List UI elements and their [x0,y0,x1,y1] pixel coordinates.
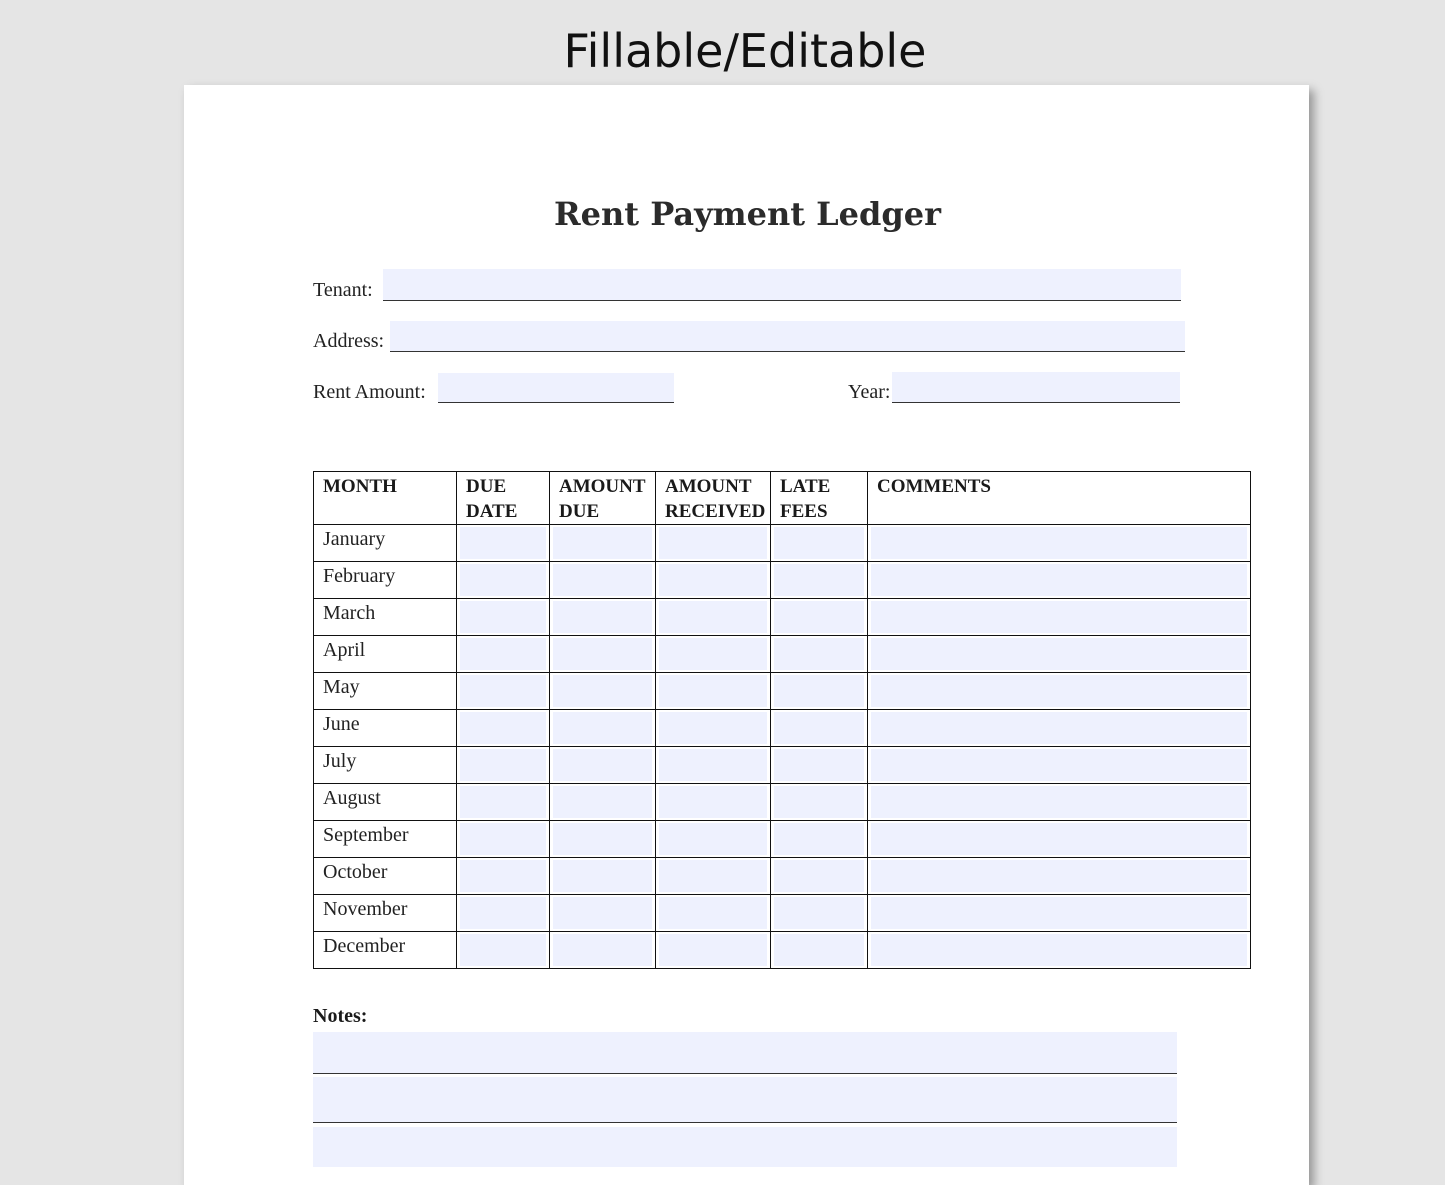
due-date-input[interactable] [460,564,546,596]
month-cell: December [314,932,457,969]
month-cell: November [314,895,457,932]
amount-received-cell[interactable] [656,895,771,932]
amount-received-cell[interactable] [656,525,771,562]
due-date-cell[interactable] [457,710,550,747]
rent-amount-label: Rent Amount: [313,381,426,403]
comments-input[interactable] [871,897,1247,929]
amount-due-cell[interactable] [550,932,656,969]
late-fees-input[interactable] [774,860,864,892]
amount-due-input[interactable] [553,527,652,559]
comments-cell[interactable] [868,525,1251,562]
notes-line-3[interactable] [313,1127,1177,1167]
amount-received-input[interactable] [659,786,767,818]
comments-input[interactable] [871,749,1247,781]
comments-input[interactable] [871,601,1247,633]
rent-amount-field[interactable] [438,373,674,403]
comments-cell[interactable] [868,562,1251,599]
comments-cell[interactable] [868,858,1251,895]
comments-cell[interactable] [868,710,1251,747]
amount-due-input[interactable] [553,934,652,966]
month-cell: August [314,784,457,821]
amount-received-cell[interactable] [656,636,771,673]
header-due-date: DUE DATE [457,472,550,525]
late-fees-cell[interactable] [771,673,868,710]
amount-received-input[interactable] [659,897,767,929]
amount-received-input[interactable] [659,638,767,670]
late-fees-cell[interactable] [771,710,868,747]
ledger-row-september [314,821,1251,858]
comments-cell[interactable] [868,895,1251,932]
late-fees-cell[interactable] [771,599,868,636]
notes-label: Notes: [313,1005,368,1027]
comments-cell[interactable] [868,784,1251,821]
amount-received-input[interactable] [659,564,767,596]
month-cell: May [314,673,457,710]
due-date-cell[interactable] [457,932,550,969]
amount-due-cell[interactable] [550,747,656,784]
late-fees-input[interactable] [774,601,864,633]
month-cell: January [314,525,457,562]
amount-due-cell[interactable] [550,895,656,932]
comments-input[interactable] [871,860,1247,892]
amount-due-cell[interactable] [550,673,656,710]
header-amount-received: AMOUNT RECEIVED [656,472,771,525]
comments-cell[interactable] [868,673,1251,710]
amount-due-cell[interactable] [550,821,656,858]
comments-cell[interactable] [868,747,1251,784]
amount-due-input[interactable] [553,823,652,855]
comments-cell[interactable] [868,821,1251,858]
comments-input[interactable] [871,823,1247,855]
amount-received-cell[interactable] [656,673,771,710]
amount-due-input[interactable] [553,564,652,596]
due-date-input[interactable] [460,749,546,781]
due-date-input[interactable] [460,786,546,818]
due-date-cell[interactable] [457,858,550,895]
amount-received-input[interactable] [659,527,767,559]
late-fees-cell[interactable] [771,821,868,858]
ledger-row-february [314,562,1251,599]
amount-received-cell[interactable] [656,562,771,599]
year-field[interactable] [892,372,1180,403]
comments-cell[interactable] [868,636,1251,673]
late-fees-input[interactable] [774,675,864,707]
amount-due-cell[interactable] [550,599,656,636]
late-fees-input[interactable] [774,638,864,670]
amount-due-input[interactable] [553,749,652,781]
late-fees-cell[interactable] [771,636,868,673]
form-title: Rent Payment Ledger [554,195,941,233]
month-cell: March [314,599,457,636]
amount-due-input[interactable] [553,897,652,929]
late-fees-cell[interactable] [771,525,868,562]
late-fees-input[interactable] [774,564,864,596]
amount-due-input[interactable] [553,638,652,670]
due-date-cell[interactable] [457,673,550,710]
amount-received-cell[interactable] [656,747,771,784]
amount-received-cell[interactable] [656,599,771,636]
due-date-input[interactable] [460,934,546,966]
due-date-input[interactable] [460,638,546,670]
amount-received-input[interactable] [659,823,767,855]
late-fees-cell[interactable] [771,784,868,821]
tenant-label: Tenant: [313,279,373,301]
ledger-row-august [314,784,1251,821]
month-cell: April [314,636,457,673]
due-date-input[interactable] [460,860,546,892]
due-date-input[interactable] [460,897,546,929]
late-fees-input[interactable] [774,749,864,781]
notes-line-2[interactable] [313,1077,1177,1123]
ledger-row-may [314,673,1251,710]
amount-due-input[interactable] [553,601,652,633]
comments-input[interactable] [871,712,1247,744]
ledger-header-row [314,472,1251,525]
amount-due-cell[interactable] [550,525,656,562]
ledger-row-april [314,636,1251,673]
comments-input[interactable] [871,638,1247,670]
comments-input[interactable] [871,675,1247,707]
late-fees-cell[interactable] [771,895,868,932]
month-cell: October [314,858,457,895]
header-comments: COMMENTS [868,472,1251,525]
form-sheet [184,85,1309,1185]
ledger-row-march [314,599,1251,636]
comments-cell[interactable] [868,599,1251,636]
due-date-cell[interactable] [457,525,550,562]
header-late-fees: LATE FEES [771,472,868,525]
amount-due-input[interactable] [553,712,652,744]
ledger-row-december [314,932,1251,969]
amount-received-input[interactable] [659,712,767,744]
amount-received-cell[interactable] [656,710,771,747]
ledger-row-june [314,710,1251,747]
due-date-input[interactable] [460,712,546,744]
amount-received-input[interactable] [659,675,767,707]
comments-input[interactable] [871,934,1247,966]
amount-due-cell[interactable] [550,784,656,821]
ledger-row-november [314,895,1251,932]
late-fees-cell[interactable] [771,747,868,784]
month-cell: February [314,562,457,599]
late-fees-input[interactable] [774,823,864,855]
due-date-cell[interactable] [457,599,550,636]
due-date-cell[interactable] [457,562,550,599]
amount-due-cell[interactable] [550,636,656,673]
due-date-cell[interactable] [457,895,550,932]
due-date-input[interactable] [460,823,546,855]
due-date-input[interactable] [460,527,546,559]
amount-due-input[interactable] [553,786,652,818]
late-fees-input[interactable] [774,934,864,966]
notes-line-1[interactable] [313,1032,1177,1074]
due-date-cell[interactable] [457,747,550,784]
amount-received-cell[interactable] [656,821,771,858]
header-amount-due: AMOUNT DUE [550,472,656,525]
amount-due-cell[interactable] [550,710,656,747]
month-cell: June [314,710,457,747]
late-fees-cell[interactable] [771,932,868,969]
amount-received-cell[interactable] [656,858,771,895]
banner-title: Fillable/Editable [563,24,927,78]
ledger-row-july [314,747,1251,784]
address-field[interactable] [390,321,1185,352]
amount-due-cell[interactable] [550,858,656,895]
comments-input[interactable] [871,786,1247,818]
address-label: Address: [313,330,385,352]
late-fees-input[interactable] [774,897,864,929]
month-cell: September [314,821,457,858]
amount-due-cell[interactable] [550,562,656,599]
amount-received-cell[interactable] [656,932,771,969]
amount-due-input[interactable] [553,860,652,892]
comments-cell[interactable] [868,932,1251,969]
amount-received-input[interactable] [659,601,767,633]
late-fees-cell[interactable] [771,858,868,895]
header-month: MONTH [314,472,457,525]
late-fees-input[interactable] [774,786,864,818]
ledger-row-january [314,525,1251,562]
due-date-input[interactable] [460,601,546,633]
late-fees-input[interactable] [774,527,864,559]
ledger-row-october [314,858,1251,895]
comments-input[interactable] [871,527,1247,559]
amount-received-input[interactable] [659,860,767,892]
due-date-cell[interactable] [457,636,550,673]
month-cell: July [314,747,457,784]
amount-received-input[interactable] [659,749,767,781]
due-date-cell[interactable] [457,784,550,821]
ledger-table [313,471,1251,969]
amount-due-input[interactable] [553,675,652,707]
late-fees-cell[interactable] [771,562,868,599]
due-date-input[interactable] [460,675,546,707]
due-date-cell[interactable] [457,821,550,858]
late-fees-input[interactable] [774,712,864,744]
amount-received-input[interactable] [659,934,767,966]
comments-input[interactable] [871,564,1247,596]
amount-received-cell[interactable] [656,784,771,821]
year-label: Year: [848,381,891,403]
tenant-field[interactable] [383,269,1181,301]
